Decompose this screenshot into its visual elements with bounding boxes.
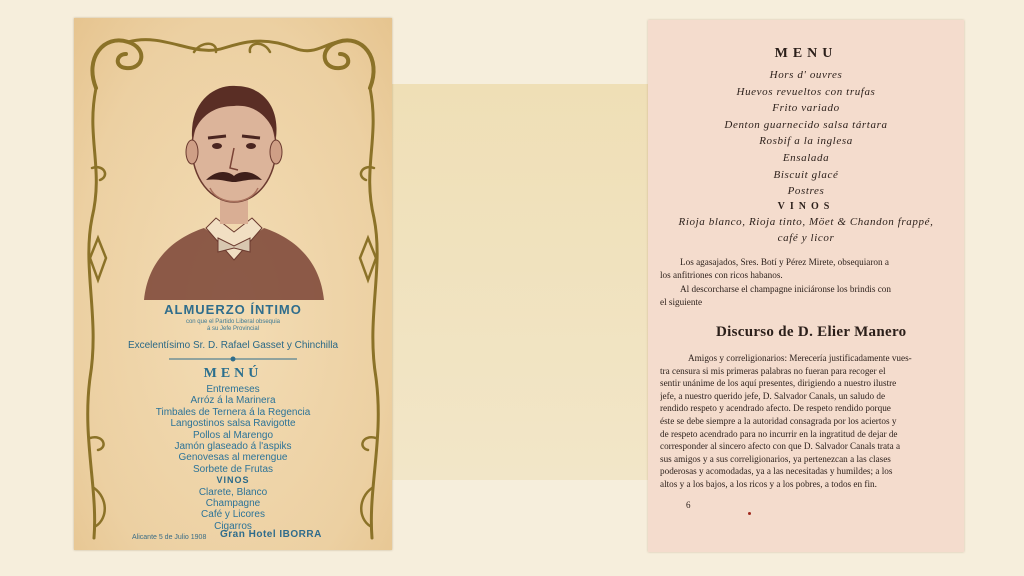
card-menu-heading: MENÚ <box>203 366 263 381</box>
paragraph-line: los anfitriones con ricos habanos. <box>660 269 783 280</box>
decorative-divider <box>169 356 297 362</box>
list-item: Jamón glaseado á l'aspiks <box>174 441 292 453</box>
paragraph-line: poderosas y acomodadas, ya a las necesitadas y humildes; a los <box>660 466 893 477</box>
card-footer-date: Alicante 5 de Julio 1908 <box>132 534 207 541</box>
list-item: Cigarros <box>214 520 252 532</box>
page-menu-heading: MENU <box>774 46 838 61</box>
list-item: Entremeses <box>206 384 260 395</box>
card-footer-hotel: Gran Hotel IBORRA <box>220 529 322 540</box>
list-item: Rosbif a la inglesa <box>759 135 853 148</box>
ink-speck <box>748 512 751 515</box>
paragraph-line: Los agasajados, Sres. Botí y Pérez Mirete, obsequiaron a <box>680 257 889 267</box>
list-item: Champagne <box>205 498 261 510</box>
card-subtitle <box>74 319 392 333</box>
list-item: Postres <box>787 185 825 198</box>
card-subtitle-line: con que el Partido Liberal obsequia <box>185 319 281 325</box>
paragraph-line: Amigos y correligionarios: Merecería justificadamente vues- <box>688 353 912 363</box>
list-item: Ensalada <box>782 151 830 164</box>
paragraph-line: tra censura si mis primeras palabras no fueran para recoger el <box>660 365 886 376</box>
paragraph-line: de respeto acendrado para no incurrir en la ingratitud de dejar de <box>660 428 898 439</box>
paragraph-line: el siguiente <box>660 296 703 307</box>
paragraph-brindis <box>660 283 964 308</box>
paragraph-habanos <box>660 256 964 281</box>
paragraph-line: sus amigos y a sus correligionarios, ya pertenezcan a las clases <box>660 453 891 464</box>
wine-line: café y licor <box>777 232 835 245</box>
page-menu-list <box>648 67 964 247</box>
page-number: 6 <box>686 500 691 510</box>
paragraph-line: altos y a los bajos, a los ricos y a los pobres, a todos en fin. <box>660 478 877 489</box>
card-subtitle-line: á su Jefe Provincial <box>206 326 260 332</box>
paragraph-line: éste se debe siempre a la autoridad consagrada por los aciertos y <box>660 415 897 426</box>
paragraph-line: sentir unánime de los aquí presentes, dirigiendo a nuestro ilustre <box>660 378 897 389</box>
list-item: Huevos revueltos con trufas <box>736 85 876 98</box>
list-item: Café y Licores <box>201 509 265 521</box>
paragraph-line: corresponder al sincero afecto con que D. Salvador Canals trata a <box>660 441 901 452</box>
card-title: ALMUERZO ÍNTIMO <box>164 302 302 317</box>
card-menu-list <box>74 384 392 532</box>
menu-card-1908 <box>74 18 392 550</box>
list-item: Genovesas al merengue <box>178 452 288 464</box>
page-vinos-heading: VINOS <box>777 200 835 212</box>
book-page <box>648 20 964 552</box>
background-band <box>392 84 648 480</box>
list-item: Langostinos salsa Ravigotte <box>170 418 296 430</box>
paragraph-line: rendido respeto y acendrado afecto. De respeto rendido porque <box>660 403 891 414</box>
list-item: Biscuit glacé <box>773 168 839 181</box>
list-item: Hors d' ouvres <box>769 69 843 81</box>
list-item: Pollos al Marengo <box>192 429 274 441</box>
paragraph-line: jefe, a nuestro querido jefe, D. Salvador Canals, un saludo de <box>660 390 886 401</box>
list-item: Clarete, Blanco <box>198 486 268 498</box>
speech-heading: Discurso de D. Elier Manero <box>716 324 907 340</box>
wine-line: Rioja blanco, Rioja tinto, Möet & Chandon frappé, <box>678 215 934 228</box>
list-item: Arróz á la Marinera <box>190 395 276 407</box>
speech-paragraph <box>660 352 964 491</box>
paragraph-line: Al descorcharse el champagne iniciáronse los brindis con <box>680 284 891 294</box>
card-vinos-heading: VINOS <box>216 475 250 486</box>
list-item: Denton guarnecido salsa tártara <box>724 118 888 131</box>
list-item: Sorbete de Frutas <box>192 463 274 475</box>
list-item: Timbales de Ternera á la Regencia <box>155 406 311 418</box>
card-honoree: Excelentísimo Sr. D. Rafael Gasset y Chinchilla <box>127 340 339 351</box>
list-item: Frito variado <box>772 102 840 115</box>
portrait-illustration <box>144 60 324 300</box>
